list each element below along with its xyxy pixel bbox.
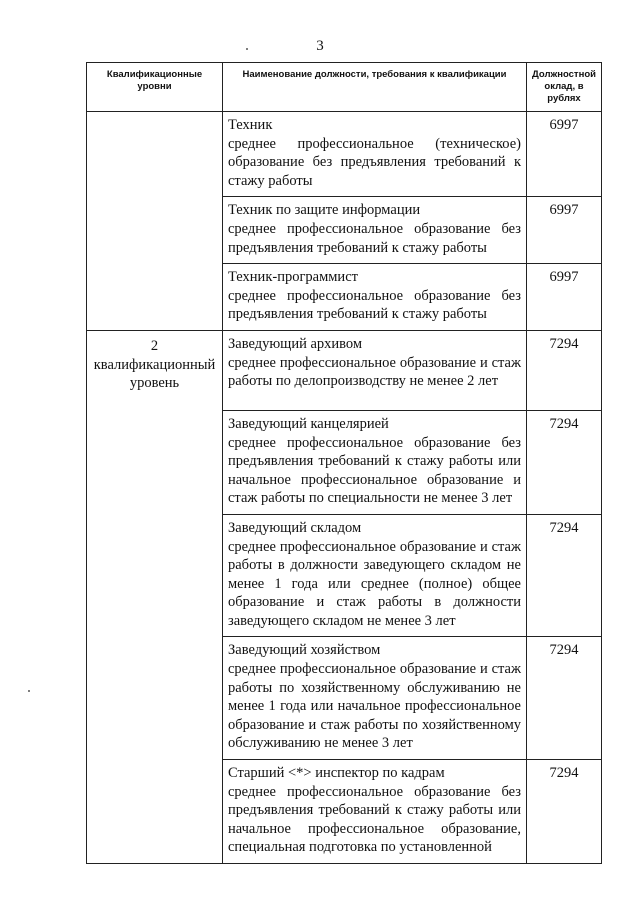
position-title: Техник — [228, 117, 273, 133]
position-requirements: среднее профессиональное (техническое) образование без предъявления требований к стажу работы — [228, 135, 521, 189]
scan-speck — [28, 690, 30, 692]
position-title: Заведующий архивом — [228, 335, 363, 352]
qualification-level-cell — [87, 112, 223, 331]
qualification-table — [86, 62, 602, 864]
salary-cell: 6997 — [527, 112, 602, 197]
position-requirements: среднее профессиональное образование и стаж работы по делопроизводству не менее 2 лет — [228, 354, 521, 390]
table-row — [87, 112, 602, 197]
header-position-name: Наименование должности, требования к квалификации — [223, 63, 527, 112]
position-requirements: среднее профессиональное образование и стаж работы по хозяйственному обслуживанию не менее 1 года или начальное профессиональное образование и стаж работы по хозяйственному обслуживанию не менее 3 лет — [228, 661, 521, 752]
position-requirements: среднее профессиональное образование и стаж работы в должности заведующего складом не менее 1 года или среднее (полное) общее образование и стаж работы в должности заведующего складом не менее 3 лет — [228, 538, 521, 629]
position-title: Техник по защите информации — [228, 202, 421, 219]
qualification-level-cell: 2 квалификационный уровень — [87, 330, 223, 863]
position-cell — [223, 330, 527, 410]
position-title: Старший <*> инспектор по кадрам — [228, 765, 445, 782]
salary-cell: 7294 — [527, 410, 602, 514]
table-header-row — [87, 63, 602, 112]
position-cell — [223, 197, 527, 264]
position-cell — [223, 410, 527, 514]
position-requirements: среднее профессиональное образование без предъявления требований к стажу работы или начальное профессиональное образование и стаж работы по специальности не менее 3 лет — [228, 434, 521, 507]
position-title: Заведующий хозяйством — [228, 642, 381, 659]
position-requirements: среднее профессиональное образование без предъявления требований к стажу работы или начальное профессиональное образование, специальная подготовка по установленной — [228, 783, 521, 856]
salary-cell: 7294 — [527, 330, 602, 410]
position-cell — [223, 637, 527, 760]
position-title: Заведующий складом — [228, 519, 362, 536]
salary-cell: 6997 — [527, 264, 602, 331]
salary-cell: 7294 — [527, 514, 602, 637]
position-requirements: среднее профессиональное образование без предъявления требований к стажу работы — [228, 220, 521, 256]
position-cell — [223, 264, 527, 331]
position-cell — [223, 112, 527, 197]
position-title: Заведующий канцелярией — [228, 415, 389, 432]
header-salary: Должностной оклад, в рублях — [527, 63, 602, 112]
header-qualification-level: Квалификационные уровни — [87, 63, 223, 112]
position-requirements: среднее профессиональное образование без предъявления требований к стажу работы — [228, 287, 521, 323]
position-title: Техник-программист — [228, 269, 358, 286]
page-number: 3 — [316, 38, 324, 54]
scan-speck — [246, 48, 248, 50]
table-row — [87, 330, 602, 410]
position-cell — [223, 760, 527, 864]
position-cell — [223, 514, 527, 637]
salary-cell: 7294 — [527, 760, 602, 864]
salary-cell: 6997 — [527, 197, 602, 264]
salary-cell: 7294 — [527, 637, 602, 760]
